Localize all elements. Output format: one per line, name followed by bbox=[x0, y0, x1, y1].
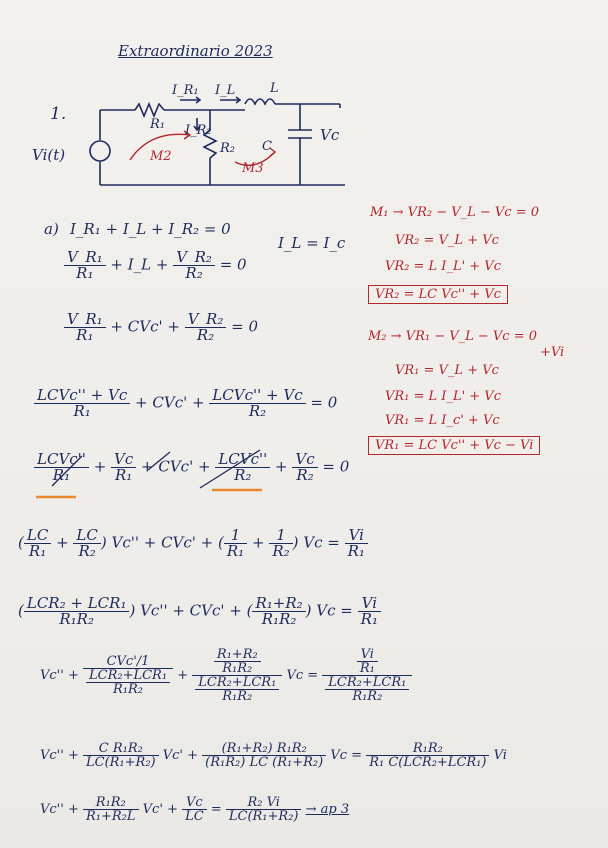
inductor-label: L bbox=[270, 81, 279, 96]
m2-line1b: +Vi bbox=[540, 345, 565, 360]
eq10: Vc'' + $\frac{\text{R₁R₂}}{\text{R₁+R₂L}}$ Vc' + $\frac{Vc}{LC}$ = $\frac{\text{R₂ Vi}}{\text{LC(R₁+R₂)}}$ → ap 3 bbox=[40, 795, 350, 824]
mesh2-label: M2 bbox=[150, 149, 172, 164]
capacitor-label: C bbox=[262, 139, 272, 154]
r2-label: R₂ bbox=[220, 141, 235, 156]
ir1-label: I_R₁ bbox=[172, 83, 199, 98]
eq3: $\frac{\text{V\_R₁}}{\text{R₁}}$ + CVc' + $\frac{\text{V\_R₂}}{\text{R₂}}$ = 0 bbox=[64, 312, 258, 343]
m2-line3: VR₁ = L I_L' + Vc bbox=[385, 389, 501, 404]
eq1: I_R₁ + I_L + I_R₂ = 0 bbox=[70, 220, 231, 238]
eq5: $\frac{\text{LCVc''}}{\text{R₁}}$ + $\frac{Vc}{\text{R₁}}$ + CVc' + $\frac{\text{LCVc''}}{\text{R₂}}$ + $\frac{Vc}{\text{R₂}}$ = 0 bbox=[34, 452, 349, 483]
eq6: ( $\frac{LC}{\text{R₁}}$ + $\frac{LC}{\text{R₂}}$ ) Vc'' + CVc' + ( $\frac{1}{\text{R₁}}$ + $\frac{1}{\text{R₂}}$ ) Vc = $\frac{Vi}{\text{R₁}}$ bbox=[18, 528, 368, 559]
r1-label: R₁ bbox=[150, 117, 165, 132]
il-ic: I_L = I_c bbox=[278, 234, 346, 252]
problem-number: 1. bbox=[50, 104, 67, 124]
eq9: Vc'' + $\frac{\text{C R₁R₂}}{\text{LC(R₁+R₂)}}$ Vc' + $\frac{\text{(R₁+R₂) R₁R₂}}{\text{(R₁R₂) LC (R₁+R₂)}}$ Vc = $\frac{\text{R₁R₂}}{\text{R₁ C(LCR₂+LCR₁)}}$ Vi bbox=[40, 741, 507, 770]
mesh3-label: M3 bbox=[242, 161, 264, 176]
m2-line1: M₂ → VR₁ − V_L − Vc = 0 bbox=[368, 329, 537, 344]
m1-line1: M₁ → VR₂ − V_L − Vc = 0 bbox=[370, 205, 539, 220]
vc-label: Vc bbox=[320, 126, 340, 144]
page-title: Extraordinario 2023 bbox=[118, 42, 273, 60]
m1-line3: VR₂ = L I_L' + Vc bbox=[385, 259, 501, 274]
eq7: ( $\frac{\text{LCR₂ + LCR₁}}{\text{R₁R₂}}$ ) Vc'' + CVc' + ( $\frac{\text{R₁+R₂}}{\text{R₁R₂}}$ ) Vc = $\frac{Vi}{\text{R₁}}$ bbox=[18, 596, 381, 627]
source-label: Vi(t) bbox=[32, 146, 66, 164]
m2-line4: VR₁ = L I_c' + Vc bbox=[385, 413, 500, 428]
m1-line2: VR₂ = V_L + Vc bbox=[395, 233, 499, 248]
eq8: Vc'' + $\frac{\text{CVc'/1}}{\frac{\text{LCR₂+LCR₁}}{\text{R₁R₂}}}$ + $\frac{\frac{\text{R₁+R₂}}{\text{R₁R₂}}}{\frac{\text{LCR₂+LCR₁}}{\text{R₁R₂}}}$ Vc = $\frac{\frac{Vi}{\text{R₁}}}{\frac{\text{LCR₂+LCR₁}}{\text{R₁R₂}}}$ bbox=[40, 648, 412, 703]
il-label: I_L bbox=[215, 83, 236, 98]
m2-line2: VR₁ = V_L + Vc bbox=[395, 363, 499, 378]
part-a-label: a) bbox=[44, 220, 59, 238]
m1-result-box: VR₂ = LC Vc'' + Vc bbox=[368, 285, 508, 304]
eq2: $\frac{\text{V\_R₁}}{\text{R₁}}$ + I_L + $\frac{\text{V\_R₂}}{\text{R₂}}$ = 0 bbox=[64, 250, 247, 281]
eq4: $\frac{\text{LCVc'' + Vc}}{\text{R₁}}$ + CVc' + $\frac{\text{LCVc'' + Vc}}{\text{R₂}}$ = 0 bbox=[34, 388, 337, 419]
m2-result-box: VR₁ = LC Vc'' + Vc − Vi bbox=[368, 436, 540, 455]
ir2-label: I_R₂ bbox=[185, 123, 212, 138]
